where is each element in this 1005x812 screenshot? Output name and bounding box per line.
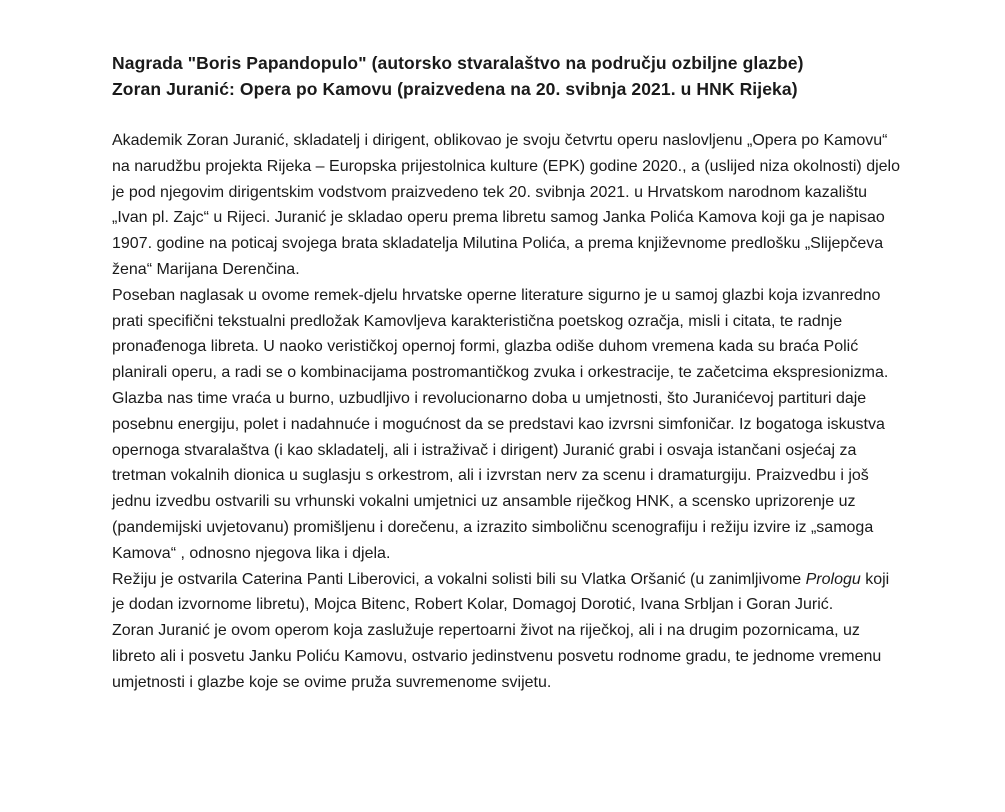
cast-text-start: Režiju je ostvarila Caterina Panti Liberovici, a vokalni solisti bili su Vlatka Oršanić (u zanimljivome xyxy=(112,570,806,588)
paragraph-cast xyxy=(112,567,902,619)
paragraph-conclusion: Zoran Juranić je ovom operom koja zaslužuje repertoarni život na riječkoj, ali i na drugim pozornicama, uz libreto ali i posvetu Janku Poliću Kamovu, ostvario jedinstvenu posvetu rodnome gradu, te jednome vremenu umjetnosti i glazbe koje se ovime pruža suvremenome svijetu. xyxy=(112,622,882,691)
work-title-line: Zoran Juranić: Opera po Kamovu (praizvedena na 20. svibnja 2021. u HNK Rijeka) xyxy=(112,79,798,99)
prologue-italic: Prologu xyxy=(805,570,861,588)
paragraph-intro: Akademik Zoran Juranić, skladatelj i dirigent, oblikovao je svoju četvrtu operu naslovljenu „Opera po Kamovu“ na narudžbu projekta Rijeka – Europska prijestolnica kulture (EPK) godine 2020., a (uslijed niza okolnosti) djelo je pod njegovim dirigentskim vodstvom praizvedeno tek 20. svibnja 2021. u Hrvatskom narodnom kazalištu „Ivan pl. Zajc“ u Rijeci. Juranić je skladao operu prema libretu samog Janka Polića Kamova koji ga je napisao 1907. godine na poticaj svojega brata skladatelja Milutina Polića, a prema književnome predlošku „Slijepčeva žena“ Marijana Derenčina. xyxy=(112,132,900,278)
paragraph-music: Poseban naglasak u ovome remek-djelu hrvatske operne literature sigurno je u samoj glazbi koja izvanredno prati specifični tekstualni predložak Kamovljeva karakteristična poetskog ozračja, misli i citata, te radnje pronađenoga libreta. U naoko verističkoj opernoj formi, glazba odiše duhom vremena kada su braća Polić planirali operu, a radi se o kombinacijama postromantičkog zvuka i orkestracije, te začetcima ekspresionizma. Glazba nas time vraća u burno, uzbudljivo i revolucionarno doba u umjetnosti, što Juranićevoj partituri daje posebnu energiju, polet i nadahnuće i mogućnost da se predstavi kao izvrsni simfoničar. Iz bogatoga iskustva opernoga stvaralaštva (i kao skladatelj, ali i istraživač i dirigent) Juranić grabi i osvaja istančani osjećaj za tretman vokalnih dionica u suglasju s orkestrom, ali i izvrstan nerv za scenu i dramaturgiju. Praizvedbu i još jednu izvedbu ostvarili su vrhunski vokalni umjetnici uz ansamble riječkog HNK, a scensko uprizorenje uz (pandemijski uvjetovanu) promišljenu i dorečenu, a izrazito simboličnu scenografiju i režiju izvire iz „samoga Kamova“ , odnosno njegova lika i djela. xyxy=(112,286,889,562)
cast-text-end: koji je dodan izvornome libretu), Mojca Bitenc, Robert Kolar, Domagoj Dorotić, Ivana Srbljan i Goran Jurić. xyxy=(112,570,890,614)
document-title xyxy=(112,50,902,102)
document-body xyxy=(112,128,902,696)
document-page xyxy=(112,50,902,696)
award-title-line: Nagrada "Boris Papandopulo" (autorsko stvaralaštvo na području ozbiljne glazbe) xyxy=(112,53,804,73)
